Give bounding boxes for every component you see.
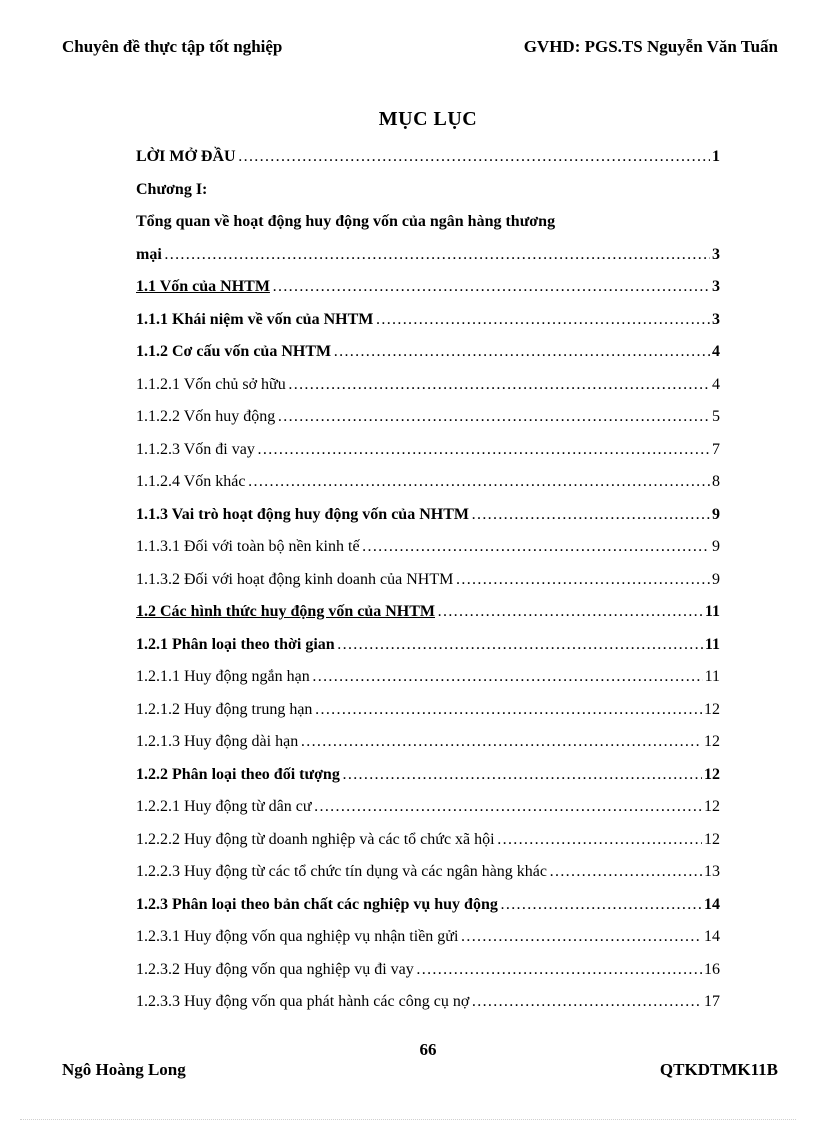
toc-entry[interactable] xyxy=(136,274,720,307)
toc-entry-page: 4 xyxy=(712,343,720,360)
toc-entry-label: 1.1 Vốn của NHTM xyxy=(136,278,270,295)
toc-entry-label: 1.1.1 Khái niệm về vốn của NHTM xyxy=(136,310,374,328)
toc-entry[interactable] xyxy=(136,762,720,795)
toc-leader-dots xyxy=(300,729,702,755)
toc-entry-label: 1.2.1 Phân loại theo thời gian xyxy=(136,635,335,653)
toc-entry-label: 1.1.2.4 Vốn khác xyxy=(136,473,246,490)
toc-leader-dots xyxy=(314,697,702,723)
toc-entry-page: 9 xyxy=(712,570,720,588)
toc-entry-label: 1.2.3 Phân loại theo bản chất các nghiệp vụ huy động xyxy=(136,895,498,913)
chapter-title-line1: Tổng quan về hoạt động huy động vốn của ngân hàng thương xyxy=(136,213,556,230)
toc-entry[interactable] xyxy=(136,404,720,437)
toc-entry-label: 1.2.2.1 Huy động từ dân cư xyxy=(136,798,312,815)
toc-entry[interactable] xyxy=(136,567,720,600)
toc-entry-label: 1.1.3.2 Đối với hoạt động kinh doanh của NHTM xyxy=(136,570,454,588)
toc-leader-dots xyxy=(471,502,710,528)
toc-entry-label: 1.2 Các hình thức huy động vốn của NHTM xyxy=(136,603,435,620)
toc-entry-label: 1.2.1.3 Huy động dài hạn xyxy=(136,733,299,750)
toc-entry-page: 11 xyxy=(704,668,720,685)
toc-entry-label: 1.1.2.2 Vốn huy động xyxy=(136,408,276,425)
toc-entry[interactable] xyxy=(136,307,720,340)
toc-entry-page: 14 xyxy=(704,895,720,913)
toc-entry-label: 1.1.3.1 Đối với toàn bộ nền kinh tế xyxy=(136,538,360,555)
toc-leader-dots xyxy=(416,957,702,983)
page-bottom-divider xyxy=(20,1119,796,1120)
toc-leader-dots xyxy=(549,859,702,885)
toc-entry-page: 11 xyxy=(704,603,720,620)
toc-entry[interactable] xyxy=(136,859,720,892)
footer-page-number: 66 xyxy=(419,1040,437,1059)
toc-entry-label: mại xyxy=(136,245,162,263)
toc-entry[interactable] xyxy=(136,957,720,990)
toc-entry-label: LỜI MỞ ĐẦU xyxy=(136,148,236,165)
toc-entry-page: 8 xyxy=(712,473,720,490)
toc-entry-label: 1.2.2.2 Huy động từ doanh nghiệp và các tổ chức xã hội xyxy=(136,830,495,848)
toc-leader-dots xyxy=(375,307,710,333)
footer-class-code: QTKDTMK11B xyxy=(659,1060,778,1079)
toc-entry[interactable] xyxy=(136,632,720,665)
toc-entry[interactable] xyxy=(136,924,720,957)
toc-entry-page: 3 xyxy=(712,310,720,328)
toc-leader-dots xyxy=(500,892,702,918)
toc-entry-label: 1.1.2.3 Vốn đi vay xyxy=(136,440,255,458)
toc-leader-dots xyxy=(437,599,703,625)
toc-entry-label: 1.2.2.3 Huy động từ các tổ chức tín dụng và các ngân hàng khác xyxy=(136,863,547,880)
toc-leader-dots xyxy=(247,469,710,495)
toc-leader-dots xyxy=(314,794,702,820)
toc-entry[interactable] xyxy=(136,372,720,405)
toc-entry-chapter-1[interactable] xyxy=(136,242,720,275)
toc-entry[interactable] xyxy=(136,892,720,925)
toc-entry[interactable] xyxy=(136,437,720,470)
toc-entry[interactable] xyxy=(136,502,720,535)
toc-entry-page: 17 xyxy=(704,993,720,1010)
table-of-contents xyxy=(136,144,720,1022)
toc-leader-dots xyxy=(337,632,703,658)
toc-entry[interactable] xyxy=(136,599,720,632)
toc-entry-label: 1.2.3.3 Huy động vốn qua phát hành các công cụ nợ xyxy=(136,993,470,1010)
toc-leader-dots xyxy=(312,664,703,690)
toc-entry-label: 1.1.2 Cơ cấu vốn của NHTM xyxy=(136,343,332,360)
footer-author: Ngô Hoàng Long xyxy=(62,1060,186,1079)
toc-entry-page: 13 xyxy=(704,863,720,880)
toc-leader-dots xyxy=(257,437,710,463)
toc-entry-page: 4 xyxy=(712,375,720,393)
toc-leader-dots xyxy=(342,762,702,788)
toc-entry[interactable] xyxy=(136,989,720,1022)
toc-leader-dots xyxy=(272,274,710,300)
toc-entry-page: 7 xyxy=(712,440,720,458)
toc-leader-dots xyxy=(362,534,710,560)
toc-entry-label: 1.2.1.1 Huy động ngắn hạn xyxy=(136,668,310,685)
toc-entry-page: 5 xyxy=(712,408,720,425)
toc-entry[interactable] xyxy=(136,469,720,502)
toc-entry-page: 12 xyxy=(704,765,720,783)
toc-entry-page: 16 xyxy=(704,960,720,978)
chapter-heading: Chương I: xyxy=(136,180,208,198)
toc-entry[interactable] xyxy=(136,794,720,827)
toc-entry-label: 1.2.2 Phân loại theo đối tượng xyxy=(136,765,340,783)
toc-entry-page: 9 xyxy=(712,538,720,555)
toc-leader-dots xyxy=(497,827,702,853)
toc-entry-page: 12 xyxy=(704,830,720,848)
toc-entry-page: 3 xyxy=(712,278,720,295)
toc-entry[interactable] xyxy=(136,534,720,567)
toc-entry-label: 1.1.2.1 Vốn chủ sở hữu xyxy=(136,375,286,393)
toc-entry[interactable] xyxy=(136,664,720,697)
toc-entry-page: 11 xyxy=(704,635,720,653)
toc-entry-label: 1.2.3.2 Huy động vốn qua nghiệp vụ đi vay xyxy=(136,960,414,978)
toc-leader-dots xyxy=(277,404,710,430)
toc-entry-page: 14 xyxy=(704,928,720,945)
header-left-title: Chuyên đề thực tập tốt nghiệp xyxy=(62,37,283,56)
toc-entry-page: 12 xyxy=(704,700,720,718)
toc-leader-dots xyxy=(164,242,710,268)
toc-entry-page: 9 xyxy=(712,505,720,523)
toc-entry-page: 3 xyxy=(712,245,720,263)
toc-entry[interactable] xyxy=(136,827,720,860)
toc-entry[interactable] xyxy=(136,339,720,372)
toc-entry[interactable] xyxy=(136,697,720,730)
toc-leader-dots xyxy=(471,989,702,1015)
toc-entry[interactable] xyxy=(136,729,720,762)
toc-leader-dots xyxy=(333,339,710,365)
toc-entry-label: 1.2.3.1 Huy động vốn qua nghiệp vụ nhận tiền gửi xyxy=(136,928,459,945)
toc-leader-dots xyxy=(455,567,710,593)
toc-entry-label: 1.2.1.2 Huy động trung hạn xyxy=(136,700,313,718)
toc-leader-dots xyxy=(238,144,710,170)
toc-leader-dots xyxy=(288,372,710,398)
toc-entry-intro[interactable] xyxy=(136,144,720,177)
page-title: MỤC LỤC xyxy=(378,108,478,130)
toc-entry-page: 1 xyxy=(712,148,720,165)
header-supervisor: GVHD: PGS.TS Nguyễn Văn Tuấn xyxy=(523,37,778,56)
toc-leader-dots xyxy=(460,924,702,950)
toc-entry-label: 1.1.3 Vai trò hoạt động huy động vốn của NHTM xyxy=(136,505,469,523)
toc-entry-page: 12 xyxy=(704,733,720,750)
toc-entry-page: 12 xyxy=(704,798,720,815)
